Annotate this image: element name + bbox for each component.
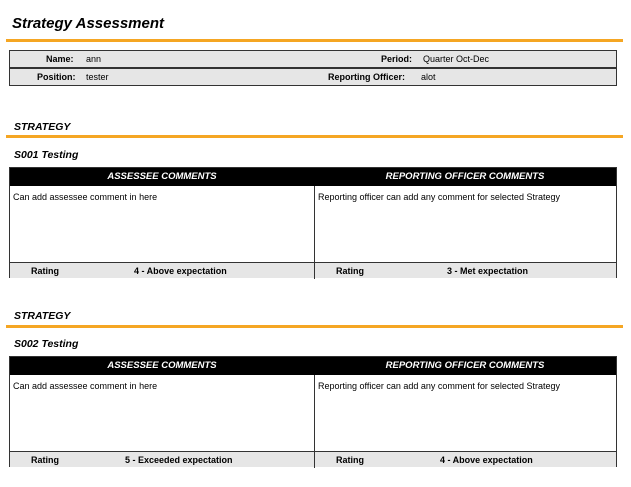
- period-value: Quarter Oct-Dec: [423, 54, 490, 64]
- assessee-comment-text: Can add assessee comment in here: [13, 381, 158, 391]
- rating-value: 3 - Met expectation: [447, 266, 529, 276]
- section-divider: [6, 325, 623, 328]
- rating-label: Rating: [336, 266, 364, 276]
- reporting-officer-comments-header: REPORTING OFFICER COMMENTS: [314, 168, 616, 186]
- info-row-position-officer: [9, 68, 617, 86]
- assessee-comments-header: ASSESSEE COMMENTS: [10, 357, 314, 375]
- section-heading: STRATEGY: [14, 121, 71, 133]
- section-divider: [6, 135, 623, 138]
- rating-label: Rating: [336, 455, 364, 465]
- reporting-officer-comment-text: Reporting officer can add any comment for selected Strategy: [318, 381, 560, 391]
- rating-value: 4 - Above expectation: [440, 455, 533, 465]
- assessee-rating-row: [10, 262, 314, 278]
- period-label: Period:: [381, 54, 413, 64]
- reporting-officer-comments-header: REPORTING OFFICER COMMENTS: [314, 357, 616, 375]
- assessee-comments-header: ASSESSEE COMMENTS: [10, 168, 314, 186]
- strategy-item-title: S002 Testing: [14, 338, 79, 350]
- assessee-comment-text: Can add assessee comment in here: [13, 192, 158, 202]
- strategy-item-title: S001 Testing: [14, 149, 79, 161]
- page-title: Strategy Assessment: [12, 15, 165, 32]
- info-row-name-period: [9, 50, 617, 68]
- rating-value: 5 - Exceeded expectation: [125, 455, 233, 465]
- reporting-officer-label: Reporting Officer:: [328, 72, 406, 82]
- rating-value: 4 - Above expectation: [134, 266, 227, 276]
- assessee-rating-row: [10, 451, 314, 467]
- reporting-officer-rating-row: [315, 262, 616, 278]
- comments-table: [9, 167, 617, 278]
- reporting-officer-rating-row: [315, 451, 616, 467]
- reporting-officer-comment-text: Reporting officer can add any comment for selected Strategy: [318, 192, 560, 202]
- comments-table: [9, 356, 617, 467]
- rating-label: Rating: [31, 266, 59, 276]
- rating-label: Rating: [31, 455, 59, 465]
- section-heading: STRATEGY: [14, 310, 71, 322]
- name-value: ann: [86, 54, 102, 64]
- name-label: Name:: [46, 54, 74, 64]
- reporting-officer-value: alot: [421, 72, 436, 82]
- title-divider: [6, 39, 623, 42]
- position-value: tester: [86, 72, 109, 82]
- position-label: Position:: [37, 72, 76, 82]
